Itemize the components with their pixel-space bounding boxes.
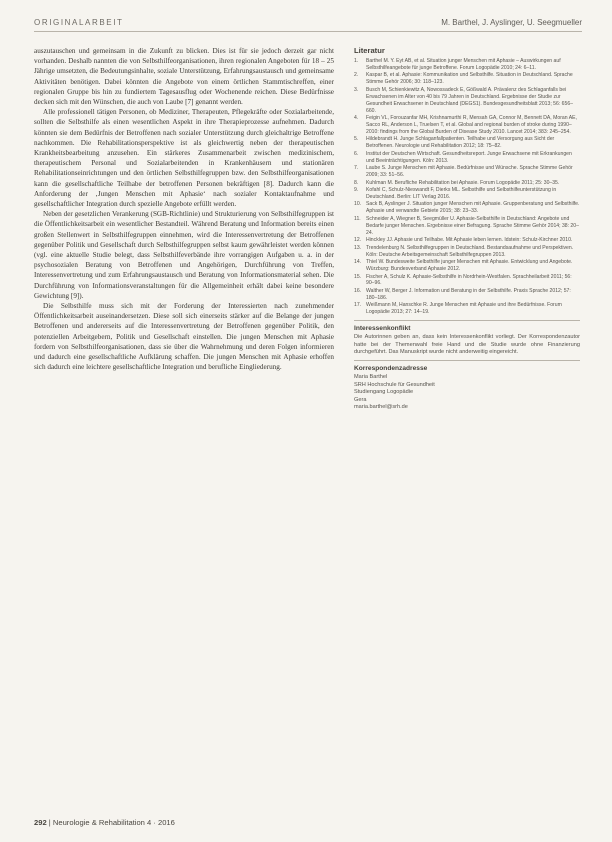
reference-item — [354, 259, 580, 273]
reference-text: Sack B, Ayslinger J. Situation junger Menschen mit Aphasie. Gruppenberatung und Selbsthilfe. Aphasie und verwandte Gebiete 2015; 38: 23–33. — [366, 201, 580, 215]
reference-item — [354, 245, 580, 259]
reference-text: Thiel W. Bundesweite Selbsthilfe junger Menschen mit Aphasie. Entwicklung und Angebote. Würzburg: Bundesverband Aphasie 2012. — [366, 259, 573, 272]
reference-item — [354, 201, 580, 215]
reference-text: Hinckley JJ. Aphasie und Teilhabe. Mit Aphasie leben lernen. Idstein: Schulz-Kirchner 2010. — [366, 237, 573, 244]
reference-number: 14. — [354, 259, 362, 266]
reference-list — [354, 58, 580, 316]
contact-title: Korrespondenzadresse — [354, 365, 428, 373]
body-paragraph: Die Selbsthilfe muss sich mit der Forderung der Interessierten nach zunehmender Öffentlichkeitsarbeit auseinandersetzen. Diese soll sich einerseits stärker auf die Belange der jungen Betroffenen und andererseits auf die Interessenvertretung der Betroffenen gegenüber Politik, den potenziellen Arbeitgebern, Politik und Gesellschaft einstellen. Die jungen Menschen mit Aphasie fordern von Selbsthilfeorganisationen, dass sie über die Wahrnehmung und deren Folgen informieren und dadurch eine gesellschaftliche Aufklärung schaffen. Die jungen Menschen mit Aphasie erhoffen sich dadurch eine leichtere gesellschaftliche Integration und berufliche Eingliederung. — [34, 302, 334, 372]
reference-item — [354, 180, 580, 187]
reference-text: Schneider A, Wiegner B, Seegmüller U. Aphasie-Selbsthilfe in Deutschland: Angebote und Bedarfe junger Menschen. Ergebnisse einer Befragung. Sprache Stimme Gehör 2014; 38: 20–24. — [366, 215, 579, 236]
reference-item — [354, 187, 580, 201]
body-paragraph: auszutauschen und gemeinsam in die Zukunft zu blicken. Dies ist für sie jedoch derzeit gar nicht vorhanden. Deshalb nannten die von Selbsthilfeorganisationen, ihren regionalen Angeboten für 18 – 25 Jährige umsetzten, die Bedeutungsinhalte, soziale Unterstützung, Erfahrungsaustausch und gemeinsame Aktivitäten benötigen. Dabei könnten die Angebote von einem örtlichen Stammtischreffen, einer regionalen Gruppe bis hin zu fundiertem Tagesausflug oder Wochenende reichen. Diese Bedürfnisse decken sich mit den Wünschen, die auch von Laube [7] genannt werden. — [34, 47, 334, 107]
reference-number: 13. — [354, 244, 362, 251]
reference-item — [354, 237, 580, 244]
reference-item — [354, 151, 580, 165]
reference-text: Barthel M. Y. Eyt AB, et al. Situation junger Menschen mit Aphasie – Auswirkungen auf Selbsthilfeangebote für junge Betroffene. Forum Logopädie 2010; 24: 6–11. — [366, 58, 561, 71]
reference-text: Laube S. Junge Menschen mit Aphasie. Bedürfnisse und Wünsche. Sprache Stimme Gehör 2009; 33: 51–56. — [366, 165, 573, 179]
reference-text: Busch M, Schienkiewitz A, Nowossadeck E, Gößwald A. Prävalenz des Schlaganfalls bei Erwachsenen im Alter von 40 bis 79 Jahren in Deutschland. Ergebnisse der Studie zur Gesundheit Erwachsener in Deutschland (DEGS1). Bundesgesundheitsblatt 2013; 56: 656–660. — [366, 86, 573, 114]
journal-name: | Neurologie & Rehabilitation 4 · 2016 — [48, 818, 175, 827]
reference-number: 2. — [354, 72, 359, 79]
reference-text: Weißmann M, Hanschke R. Junge Menschen mit Aphasie und ihre Bedürfnisse. Forum Logopädie 2013; 27: 14–19. — [366, 302, 562, 316]
reference-number: 1. — [354, 58, 359, 64]
reference-text: Kofahl C, Schulz-Nieswandt F, Dierks ML. Selbsthilfe und Selbsthilfeunterstützung in Deutschland. Berlin: LIT Verlag 2016. — [366, 187, 557, 200]
reference-item — [354, 87, 580, 115]
reference-number: 12. — [354, 237, 362, 244]
reference-number: 3. — [354, 86, 359, 93]
reference-item — [354, 274, 580, 288]
reference-text: Hildebrandt H. Junge Schlaganfallpatienten. Teilhabe und Versorgung aus Sicht der Betroffenen. Neurologie und Rehabilitation 2012; 18: 75–82. — [366, 136, 555, 150]
reference-number: 4. — [354, 115, 359, 122]
reference-text: Feigin VL, Forouzanfar MH, Krishnamurthi R, Mensah GA, Connor M, Bennett DA, Moran AE, Sacco RL, Anderson L, Truelsen T, et al. Global and regional burden of stroke during 1990–2010: findings from the Global Burden of Disease Study 2010. Lancet 2014; 383: 245–254. — [366, 115, 577, 135]
reference-text: Fischer A, Schulz K. Aphasie-Selbsthilfe in Nordrhein-Westfalen. Sprachheilarbeit 2011; 56: 90–96. — [366, 273, 572, 287]
reference-text: Institut der Deutschen Wirtschaft. Gesundheitsreport. Junge Erwachsene mit Erkrankungen und Beeinträchtigungen. Köln: 2013. — [366, 150, 572, 164]
contact-line: Maria Barthel — [354, 374, 388, 381]
reference-number: 6. — [354, 150, 359, 157]
body-paragraph: Neben der gesetzlichen Verankerung (SGB-Richtlinie) und Strukturierung von Selbsthilfegruppen ist die Öffentlichkeitsarbeit ein wesentlicher Bestandteil. Während Beratung und Information bereits einen großen Stellenwert in Selbsthilfegruppen einnehmen, wird die Interessenvertretung der Betroffenen gegenüber Politik und Gesellschaft durch Selbsthilfegruppen selbst kaum gewährleistet werden können (vgl. eine aktuelle Studie belegt, dass Selbsthilfeverbände ihre vorrangigen Aufgaben u. a. in der psychosozialen Beratung von Betroffenen und Angehörigen, Durchführung von Treffen, Interessenvertretung und zum Erfahrungsaustausch und Beratung von Informationsmaterial sehen. Die Durchführung von Informationsveranstaltungen für die Allgemeinheit erhält dabei keine besondere Gewichtung [9]). — [34, 210, 334, 300]
reference-number: 17. — [354, 302, 362, 309]
reference-item — [354, 115, 580, 136]
reference-item — [354, 288, 580, 302]
header-rule — [34, 31, 582, 32]
reference-number: 9. — [354, 187, 359, 194]
reference-number: 10. — [354, 201, 362, 208]
contact-line: Gera — [354, 396, 367, 403]
literature-title: Literatur — [354, 46, 385, 55]
contact-email[interactable]: maria.barthel@srh.de — [354, 403, 408, 410]
body-column — [34, 46, 334, 373]
reference-item — [354, 165, 580, 179]
reference-number: 7. — [354, 165, 359, 172]
divider — [354, 360, 580, 361]
reference-number: 8. — [354, 179, 359, 186]
reference-item — [354, 136, 580, 150]
reference-item — [354, 302, 580, 316]
contact-line: Studiengang Logopädie — [354, 389, 414, 396]
reference-text: Kuhlman M. Berufliche Rehabilitation bei Aphasie. Forum Logopädie 2011; 25: 30–35. — [366, 179, 560, 186]
page-footer — [34, 818, 175, 827]
section-label: ORIGINALARBEIT — [34, 18, 124, 27]
reference-number: 5. — [354, 136, 359, 143]
reference-text: Kaspar B, et al. Aphasie: Kommunikation und Selbsthilfe. Situation in Deutschland. Sprache Stimme Gehör 2006; 30: 118–123. — [366, 72, 573, 86]
reference-number: 15. — [354, 273, 362, 280]
reference-number: 16. — [354, 287, 362, 294]
interest-title: Interessenkonflikt — [354, 325, 411, 333]
body-paragraph: Alle professionell tätigen Personen, ob Mediziner, Therapeuten, Pflegekräfte oder Sozialarbeitende, sollten die Selbsthilfe als einen wesentlichen Aspekt in ihre Therapieprozesse aufnehmen. Dadurch könnten sie dem Bedürfnis der Betroffenen nach sozialer Unterstützung durch gleichaltrige Betroffene nachkommen. Die Rehabilitationsperspektive ist als gleichwertig neben der therapeutischen Krankheitsbearbeitung anzusehen. Ein stärkeres Zusammenarbeit zwischen medizinischem, therapeutischem Personal und Sozialarbeitenden in Krankenhäusern und stationären Rehabilitationseinrichtungen und den örtlichen Selbsthilfegruppen bzw. den Selbsthilfeorganisationen kann die gesellschaftliche Teilhabe der betroffenen Personen bekräftigen [8]. Dadurch kann die Anforderung der ‚Jungen Menschen mit Aphasie‘ nach sozialer Kontaktaufnahme und gesellschaftlicher Integration durch spezielle Angebote erfüllt werden. — [34, 108, 334, 209]
page-number: 292 — [34, 818, 47, 827]
interest-text: Die Autorinnen geben an, dass kein Interessenkonflikt vorliegt. Der Korrespondenzautor hatte bei der Themenwahl freie Hand und die Studie wurde ohne Finanzierung durchgeführt. Das Manuskript wurde nicht anderweitig eingereicht. — [354, 334, 580, 355]
contact-line: SRH Hochschule für Gesundheit — [354, 381, 435, 388]
reference-text: Walther W, Berger J. Information und Beratung in der Selbsthilfe. Praxis Sprache 2012; 57: 180–186. — [366, 287, 571, 301]
reference-text: Trendelenburg N. Selbsthilfegruppen in Deutschland. Bestandsaufnahme und Perspektiven. Köln: Deutsche Arbeitsgemeinschaft Selbsthilfegruppen 2013. — [366, 244, 574, 258]
author-line: M. Barthel, J. Ayslinger, U. Seegmueller — [441, 18, 582, 27]
reference-item — [354, 216, 580, 237]
page-header — [34, 18, 582, 36]
sidebar-column — [354, 46, 580, 411]
divider — [354, 320, 580, 321]
reference-number: 11. — [354, 215, 361, 222]
reference-item — [354, 58, 580, 72]
reference-item — [354, 72, 580, 86]
